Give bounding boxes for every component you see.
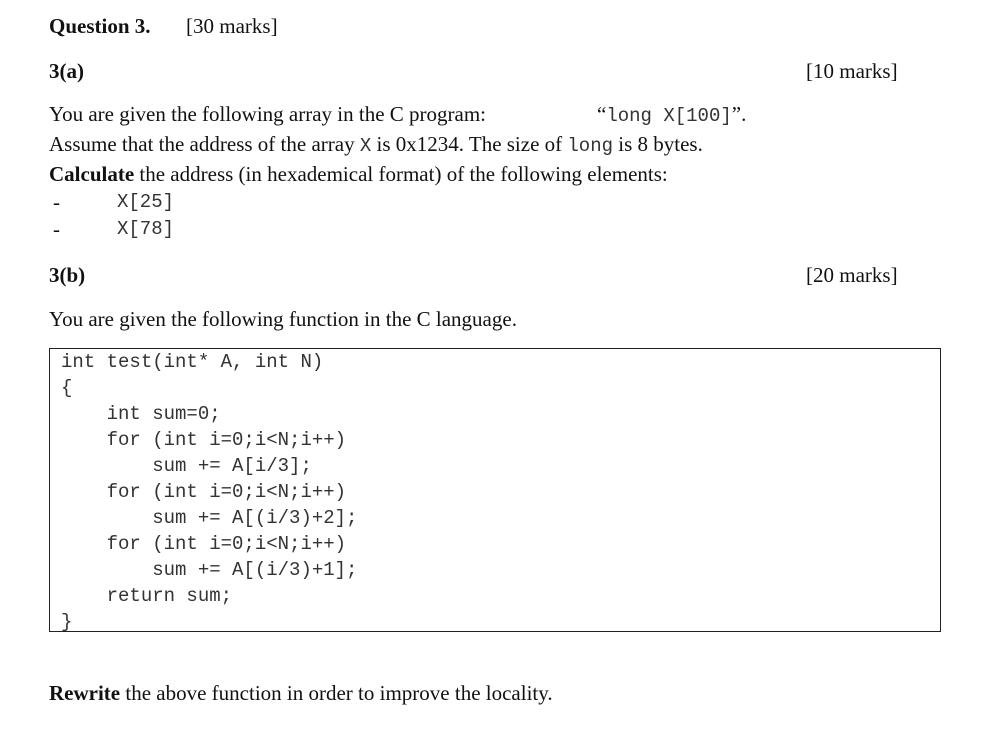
array-name-code: X	[359, 135, 372, 157]
long-type-code: long	[567, 135, 614, 157]
line2-text-3: is 8 bytes.	[613, 132, 703, 156]
code-line: for (int i=0;i<N;i++)	[61, 481, 347, 503]
part-b-intro: You are given the following function in the C language.	[49, 307, 517, 331]
code-line: sum += A[i/3];	[61, 455, 312, 477]
code-line: sum += A[(i/3)+1];	[61, 559, 358, 581]
part-a-line3	[49, 162, 668, 186]
part-b-final	[49, 681, 553, 705]
calculate-bold: Calculate	[49, 162, 135, 186]
part-b-marks: [20 marks]	[806, 263, 898, 287]
rewrite-bold: Rewrite	[49, 681, 121, 705]
part-a-label: 3(a)	[49, 59, 84, 83]
item-1-code: X[25]	[117, 191, 175, 213]
part-b-label: 3(b)	[49, 263, 86, 287]
item-2-dash: -	[53, 217, 60, 241]
code-line: }	[61, 611, 73, 633]
final-rest: the above function in order to improve the locality.	[120, 681, 553, 705]
line2-text-1: Assume that the address of the array	[49, 132, 360, 156]
array-declaration-code: long X[100]	[606, 105, 732, 127]
item-1-dash: -	[53, 190, 60, 214]
code-line: int test(int* A, int N)	[61, 351, 324, 373]
code-line: int sum=0;	[61, 403, 221, 425]
quote-open: “	[597, 102, 607, 126]
code-line: return sum;	[61, 585, 233, 607]
line3-rest: the address (in hexademical format) of the following elements:	[134, 162, 668, 186]
part-a-marks: [10 marks]	[806, 59, 898, 83]
quote-close: ”.	[731, 102, 747, 126]
code-line: sum += A[(i/3)+2];	[61, 507, 358, 529]
code-line: for (int i=0;i<N;i++)	[61, 533, 347, 555]
question-title: Question 3.	[49, 14, 151, 38]
question-marks: [30 marks]	[186, 14, 278, 38]
part-a-line1-text: You are given the following array in the C program:	[49, 102, 487, 126]
code-line: for (int i=0;i<N;i++)	[61, 429, 347, 451]
code-line: {	[61, 377, 73, 399]
part-a-line1-code-wrap	[597, 102, 746, 128]
code-box	[49, 348, 941, 632]
item-2-code: X[78]	[117, 218, 175, 240]
part-a-line2	[49, 132, 703, 158]
line2-text-2: is 0x1234. The size of	[371, 132, 568, 156]
